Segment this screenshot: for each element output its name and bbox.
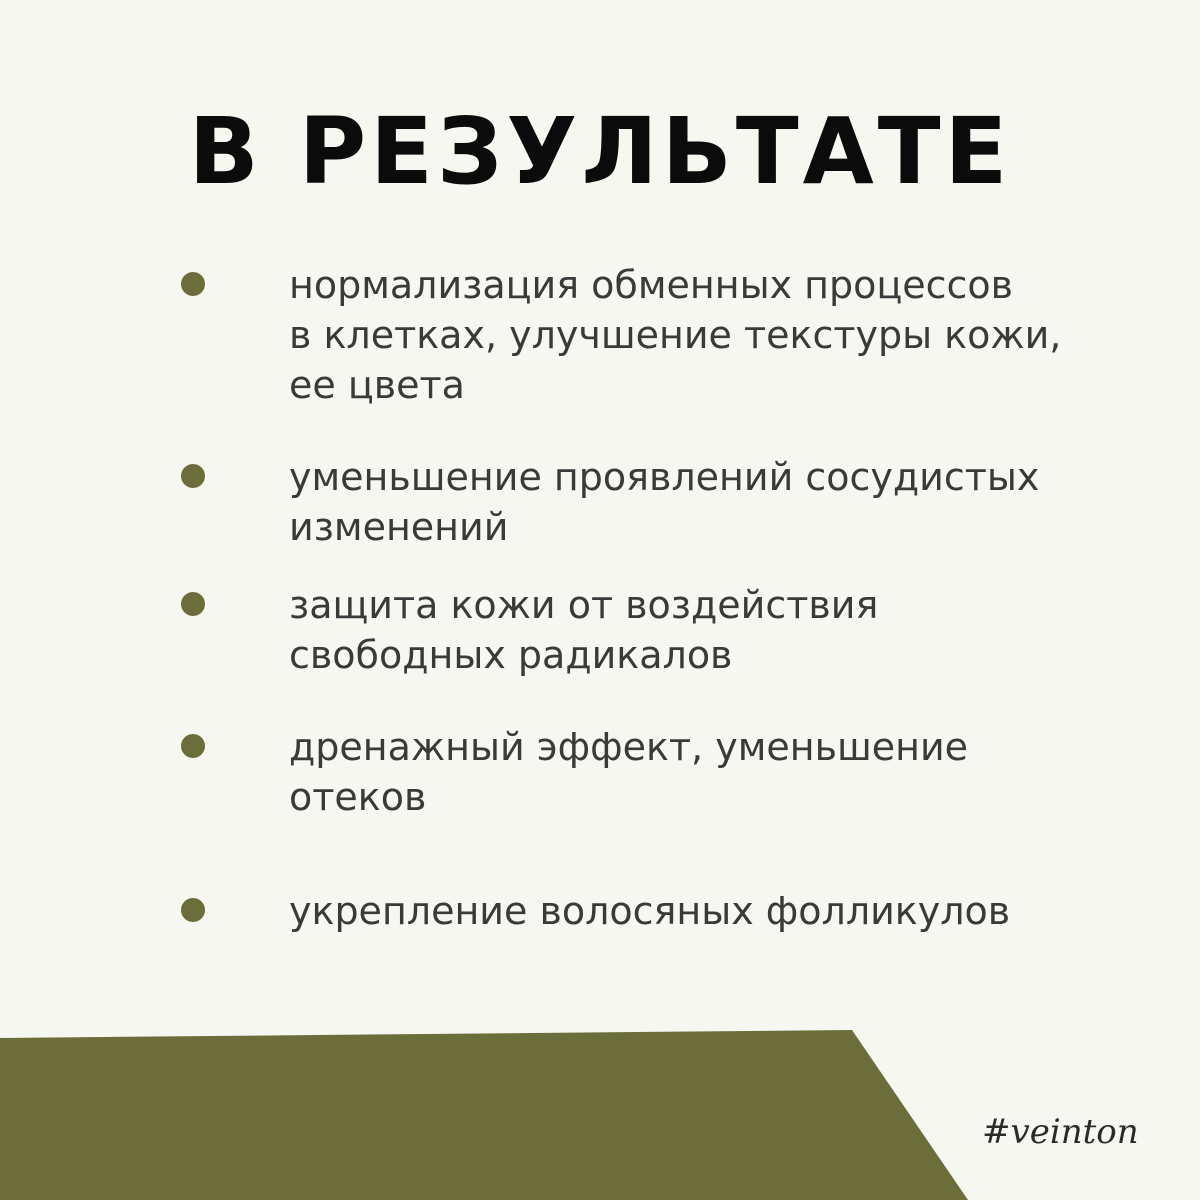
list-item-text: укрепление волосяных фолликулов xyxy=(289,889,1011,933)
bullet-dot-icon xyxy=(181,898,205,922)
list-item-text: уменьшение проявлений сосудистых изменений xyxy=(289,455,1040,549)
bullet-dot-icon xyxy=(181,272,205,296)
list-item-text: дренажный эффект, уменьшение отеков xyxy=(289,725,969,819)
bullet-dot-icon xyxy=(181,464,205,488)
list-item-text: нормализация обменных процессов в клетках, улучшение текстуры кожи, ее цвета xyxy=(289,263,1062,407)
page-title: В РЕЗУЛЬТАТЕ xyxy=(188,98,1012,205)
bullet-dot-icon xyxy=(181,592,205,616)
list-item-text: защита кожи от воздействия свободных радикалов xyxy=(289,583,879,677)
bullet-dot-icon xyxy=(181,734,205,758)
hashtag-signature: #veinton xyxy=(982,1112,1139,1152)
